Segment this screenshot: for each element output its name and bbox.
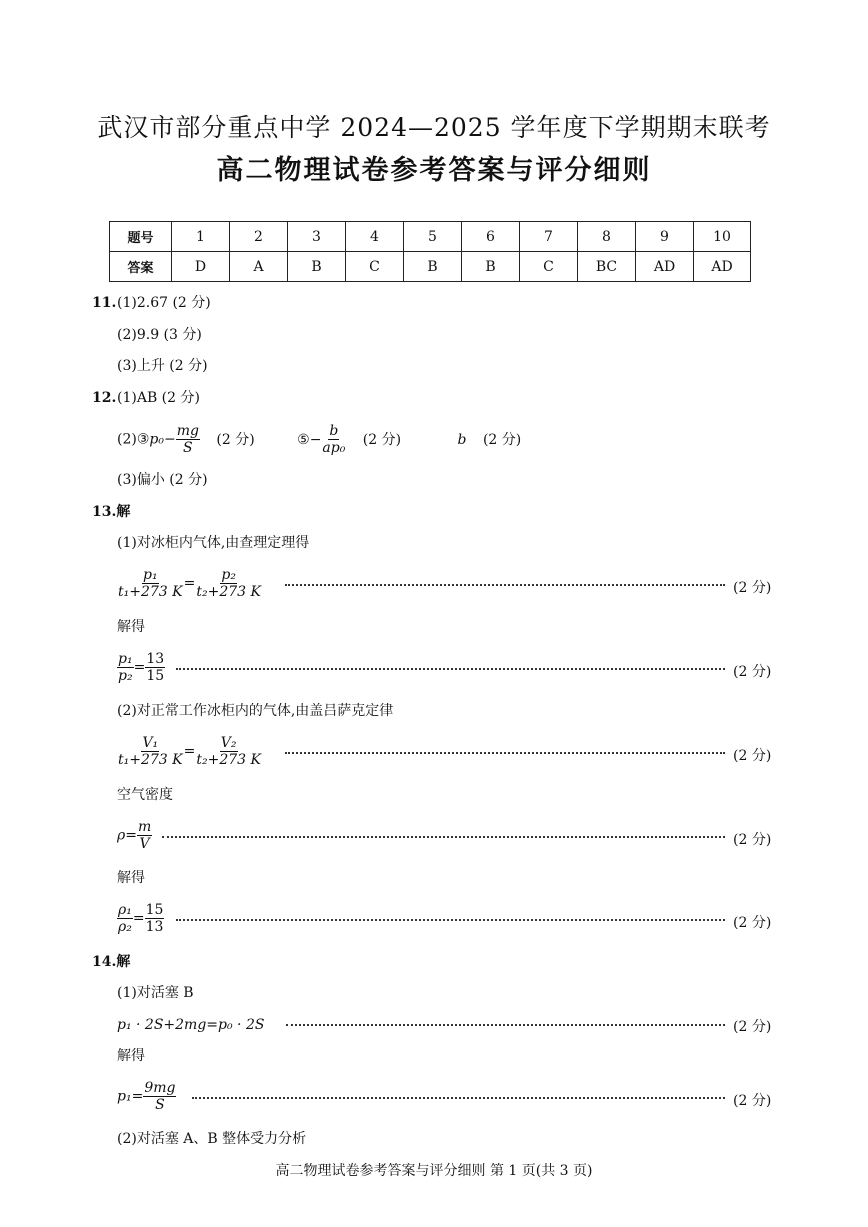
answer-table-answer-row <box>110 252 751 282</box>
question-cell: 9 <box>636 222 694 252</box>
q12-part1: (1)AB (2 分) <box>117 390 200 406</box>
q12-part2b-fraction <box>321 423 346 456</box>
score-label: (2 分) <box>733 664 772 680</box>
score-label: (2 分) <box>733 580 772 596</box>
q12-part2c: b <box>457 431 467 448</box>
fraction-denominator: S <box>155 1097 165 1113</box>
row-label-question: 题号 <box>110 222 172 252</box>
answer-cell: B <box>404 252 462 282</box>
answer-cell: D <box>172 252 230 282</box>
q14-number-text: 14. <box>92 954 117 970</box>
question-cell: 8 <box>578 222 636 252</box>
fraction-numerator: 15 <box>145 902 164 918</box>
q13-eq2-right <box>145 651 165 684</box>
fraction-denominator: t₁+273 K <box>118 752 183 768</box>
fraction-denominator: p₂ <box>118 668 133 684</box>
question-cell: 6 <box>462 222 520 252</box>
q13-jiede2: 解得 <box>117 870 145 886</box>
fraction-denominator: 13 <box>145 919 164 935</box>
score-label: (2 分) <box>733 832 772 848</box>
fraction-numerator: 13 <box>146 651 165 667</box>
q13-eq2: $\frac{\text{p₁}}{\text{p₂}}$ = $\frac{13}{15}$ <box>118 651 165 684</box>
row-label-answer: 答案 <box>110 252 172 282</box>
fraction-denominator: ρ₂ <box>118 919 132 935</box>
score-label: (2 分) <box>733 1093 772 1109</box>
fraction-denominator: 15 <box>146 668 165 684</box>
dot-leader <box>285 584 725 586</box>
q12-part2b-lead: ⑤− <box>297 431 322 448</box>
q12-part2 <box>117 423 521 456</box>
fraction-numerator: b <box>329 423 339 439</box>
q14-eq2 <box>117 1080 176 1113</box>
answer-cell: B <box>288 252 346 282</box>
q13-eq5-right <box>145 902 165 935</box>
q14-number <box>92 953 130 971</box>
question-cell: 3 <box>288 222 346 252</box>
fraction-numerator: V₁ <box>142 735 159 751</box>
q13-eq5: $\frac{\text{ρ₁}}{\text{ρ₂}}$ = $\frac{15}{13}$ <box>118 902 164 935</box>
q13-eq4 <box>117 819 152 852</box>
fraction-denominator: t₁+273 K <box>118 584 183 600</box>
answer-cell: C <box>520 252 578 282</box>
q13-eq5-left <box>117 902 133 935</box>
fraction-denominator: t₂+273 K <box>196 584 261 600</box>
dot-leader <box>286 1024 725 1026</box>
q12-part2b-score: (2 分) <box>362 431 402 448</box>
fraction-numerator: m <box>137 819 152 835</box>
q14-part1: (1)对活塞 B <box>117 985 194 1001</box>
score-label: (2 分) <box>733 1019 772 1035</box>
question-cell: 5 <box>404 222 462 252</box>
question-cell: 10 <box>694 222 751 252</box>
q11-number: 11. <box>92 295 117 311</box>
q13-air-density: 空气密度 <box>117 787 173 803</box>
fraction-numerator: V₂ <box>220 735 237 751</box>
q13-head: 解 <box>116 504 131 520</box>
q13-eq4-fraction <box>137 819 152 852</box>
q13-number <box>92 503 130 521</box>
dot-leader <box>162 836 725 838</box>
q14-eq1: p₁ · 2S+2mg=p₀ · 2S <box>117 1017 265 1033</box>
score-label: (2 分) <box>733 915 772 931</box>
q12-number: 12. <box>92 390 117 406</box>
fraction-denominator: V <box>139 836 150 852</box>
fraction-numerator: mg <box>176 423 199 439</box>
q14-eq2-fraction <box>143 1080 176 1113</box>
answer-cell: AD <box>694 252 751 282</box>
page-footer: 高二物理试卷参考答案与评分细则 第 1 页(共 3 页) <box>275 1163 593 1179</box>
title-line-1: 武汉市部分重点中学 2024—2025 学年度下学期期末联考 <box>97 113 771 142</box>
q12-part2a-fraction <box>176 423 200 456</box>
answer-cell: B <box>462 252 520 282</box>
score-label: (2 分) <box>733 748 772 764</box>
question-cell: 4 <box>346 222 404 252</box>
fraction-denominator: ap₀ <box>322 440 346 456</box>
q13-eq3-right <box>195 735 262 768</box>
q14-eq2-lead: p₁= <box>117 1088 144 1105</box>
q12-part3: (3)偏小 (2 分) <box>117 472 208 488</box>
question-cell: 7 <box>520 222 578 252</box>
q13-number-text: 13. <box>92 504 117 520</box>
q14-jiede: 解得 <box>117 1048 145 1064</box>
answer-cell: AD <box>636 252 694 282</box>
answer-cell: A <box>230 252 288 282</box>
q13-eq1: $\frac{\text{p₁}}{\text{t₁+273 K}}$ = $\frac{\text{p₂}}{\text{t₂+273 K}}$ <box>118 567 261 600</box>
fraction-numerator: 9mg <box>144 1080 176 1096</box>
q13-part2: (2)对正常工作冰柜内的气体,由盖吕萨克定律 <box>117 703 394 719</box>
fraction-numerator: p₁ <box>143 567 158 583</box>
fraction-numerator: p₁ <box>118 651 133 667</box>
fraction-numerator: ρ₁ <box>118 902 132 918</box>
q13-eq3-left <box>117 735 184 768</box>
dot-leader <box>176 668 725 670</box>
q13-eq1-right <box>195 567 262 600</box>
q13-part1: (1)对冰柜内气体,由查理定理得 <box>117 535 310 551</box>
q12-part2c-score: (2 分) <box>482 431 522 448</box>
fraction-denominator: S <box>183 440 193 456</box>
q11-part1: (1)2.67 (2 分) <box>117 295 211 311</box>
answer-cell: C <box>346 252 404 282</box>
fraction-numerator: p₂ <box>221 567 236 583</box>
q11-part3: (3)上升 (2 分) <box>117 358 208 374</box>
q13-eq4-lead: ρ= <box>117 827 137 844</box>
fraction-denominator: t₂+273 K <box>196 752 261 768</box>
q13-eq1-left <box>117 567 184 600</box>
dot-leader <box>192 1097 725 1099</box>
dot-leader <box>176 919 725 921</box>
q12-part2a-lead: p₀− <box>149 431 176 448</box>
q12-part2-prefix: (2)③ <box>117 431 150 448</box>
q14-part2: (2)对活塞 A、B 整体受力分析 <box>117 1131 307 1147</box>
dot-leader <box>285 752 725 754</box>
question-cell: 2 <box>230 222 288 252</box>
q13-eq3: $\frac{\text{V₁}}{\text{t₁+273 K}}$ = $\frac{\text{V₂}}{\text{t₂+273 K}}$ <box>118 735 261 768</box>
title-line-2: 高二物理试卷参考答案与评分细则 <box>216 155 652 186</box>
answer-table <box>109 221 751 282</box>
q11-part2: (2)9.9 (3 分) <box>117 327 202 343</box>
answer-cell: BC <box>578 252 636 282</box>
q14-head: 解 <box>116 954 131 970</box>
q13-jiede1: 解得 <box>117 619 145 635</box>
q13-eq2-left <box>117 651 134 684</box>
question-cell: 1 <box>172 222 230 252</box>
q12-part2a-score: (2 分) <box>216 431 255 448</box>
answer-table-question-row <box>110 222 751 252</box>
